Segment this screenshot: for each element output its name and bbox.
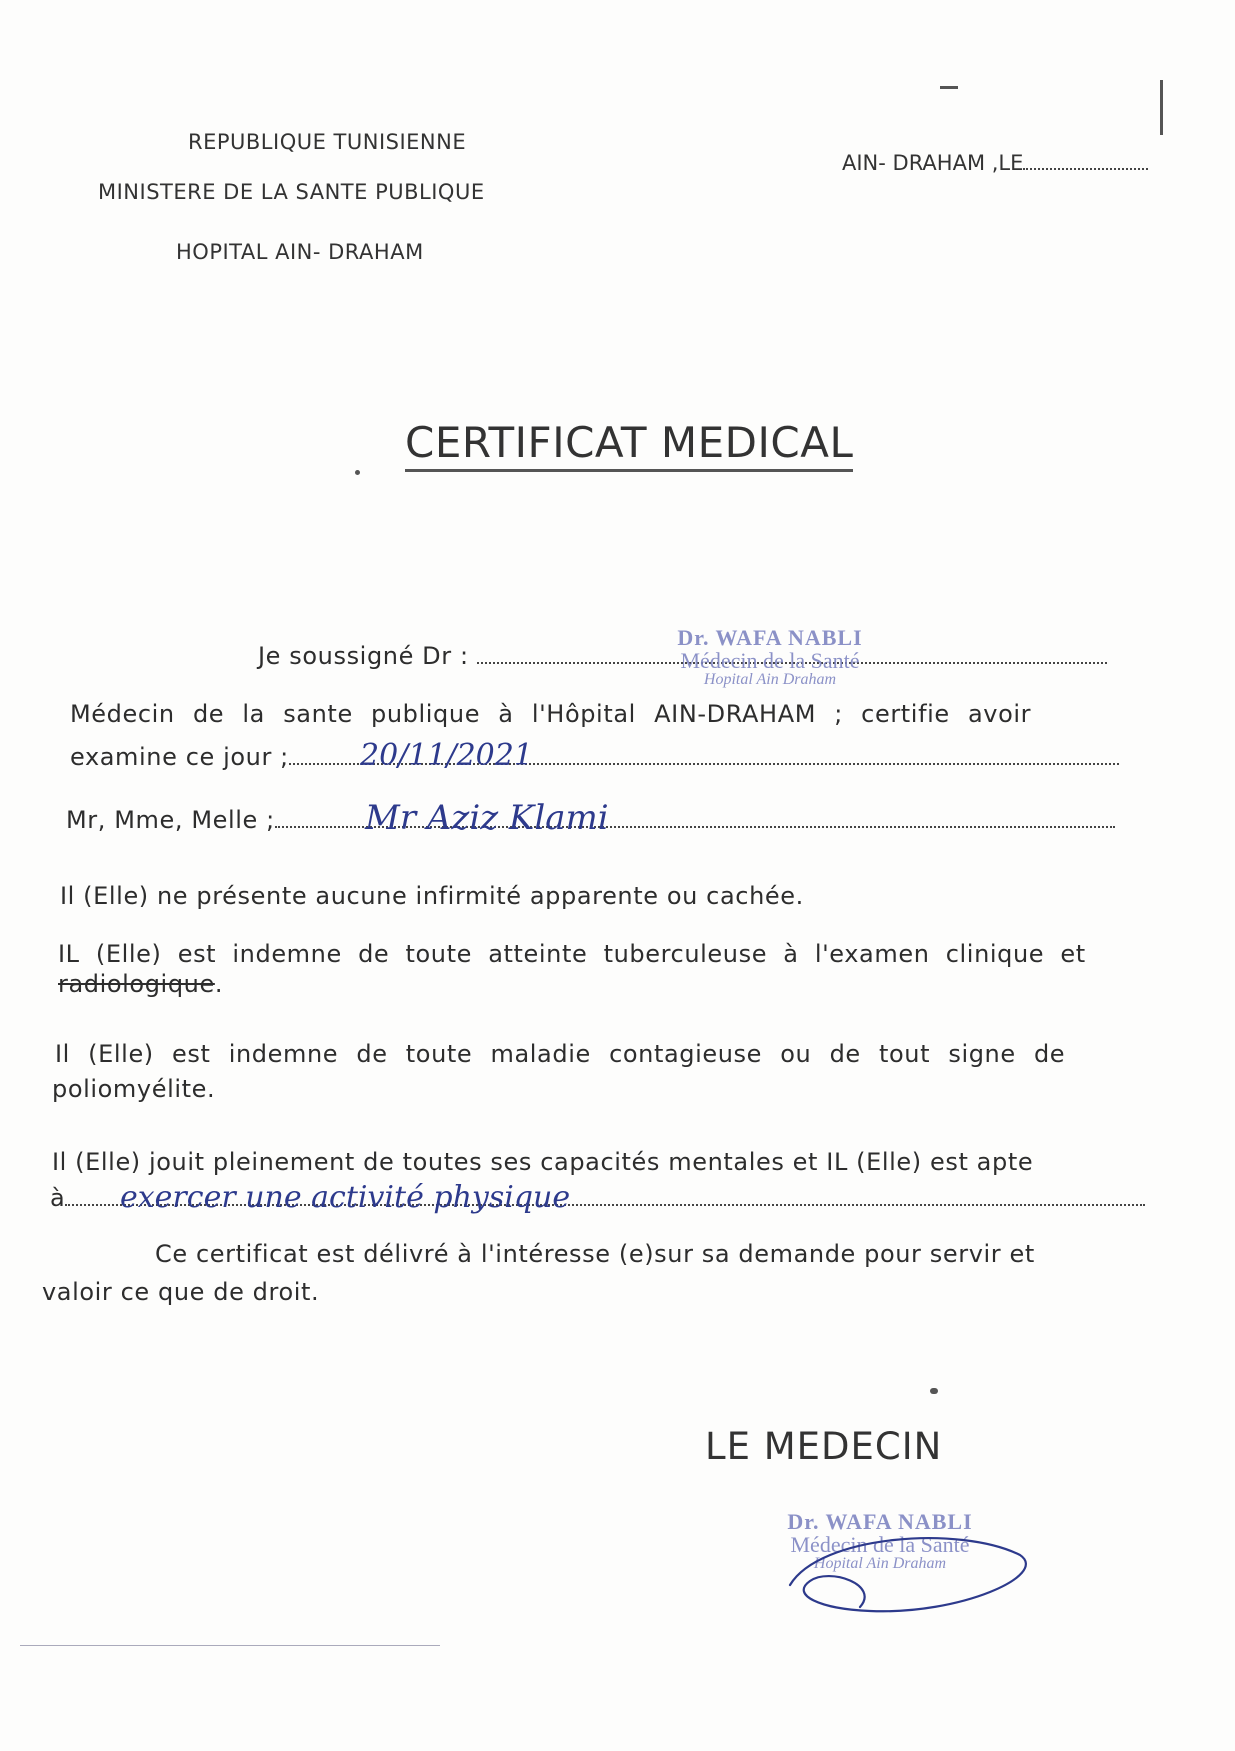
statement-tuberculosis: IL (Elle) est indemne de toute atteinte tuberculeuse à l'examen clinique et bbox=[58, 940, 1086, 968]
stmt2-period: . bbox=[214, 970, 224, 998]
statement-polio: poliomyélite. bbox=[52, 1075, 216, 1103]
doctor-label: Je soussigné Dr : bbox=[258, 642, 469, 670]
stamp-role: Médecin de la Santé bbox=[790, 1532, 970, 1558]
doctor-stamp bbox=[650, 626, 890, 689]
medecin-line: Médecin de la sante publique à l'Hôpital AIN-DRAHAM ; certifie avoir bbox=[70, 700, 1032, 728]
stamp-name: Dr. WAFA NABLI bbox=[787, 1509, 973, 1534]
header-republic: REPUBLIQUE TUNISIENNE bbox=[188, 130, 467, 154]
date-dots bbox=[1023, 150, 1148, 170]
patient-name-handwritten: Mr Aziz Klami bbox=[365, 798, 609, 838]
header-ministry: MINISTERE DE LA SANTE PUBLIQUE bbox=[98, 180, 485, 204]
exam-date-handwritten: 20/11/2021 bbox=[360, 738, 533, 773]
closing-line-1: Ce certificat est délivré à l'intéresse (e)sur sa demande pour servir et bbox=[155, 1240, 1035, 1268]
exam-label: examine ce jour ; bbox=[70, 743, 289, 771]
statement-tuberculosis-cont bbox=[58, 970, 223, 998]
scan-mark bbox=[930, 1388, 938, 1394]
apte-handwritten: exercer une activité physique bbox=[120, 1180, 571, 1215]
radiologique-struck: radiologique bbox=[58, 970, 215, 998]
statement-mental: Il (Elle) jouit pleinement de toutes ses capacités mentales et IL (Elle) est apte bbox=[52, 1148, 1034, 1176]
signer-title: LE MEDECIN bbox=[705, 1425, 943, 1468]
scan-mark bbox=[940, 86, 958, 89]
signature-icon bbox=[760, 1515, 1040, 1625]
statement-contagious: Il (Elle) est indemne de toute maladie contagieuse ou de tout signe de bbox=[55, 1040, 1066, 1068]
scan-mark bbox=[1160, 80, 1163, 135]
stamp-place: Hopital Ain Draham bbox=[813, 1555, 947, 1573]
bottom-rule bbox=[20, 1645, 440, 1646]
apte-label: à bbox=[50, 1184, 66, 1212]
date-line bbox=[842, 150, 1148, 175]
exam-line bbox=[70, 743, 1119, 771]
closing-line-2: valoir ce que de droit. bbox=[42, 1278, 320, 1306]
stamp-place: Hopital Ain Draham bbox=[703, 671, 837, 689]
stamp-role: Médecin de la Santé bbox=[680, 648, 860, 674]
stamp-name: Dr. WAFA NABLI bbox=[677, 625, 863, 650]
statement-infirmity: Il (Elle) ne présente aucune infirmité apparente ou cachée. bbox=[60, 882, 804, 910]
header-hospital: HOPITAL AIN- DRAHAM bbox=[176, 240, 424, 264]
patient-label: Mr, Mme, Melle ; bbox=[66, 806, 275, 834]
date-label: AIN- DRAHAM ,LE bbox=[842, 151, 1024, 175]
scan-mark bbox=[355, 470, 360, 475]
document-title: CERTIFICAT MEDICAL bbox=[405, 418, 853, 472]
